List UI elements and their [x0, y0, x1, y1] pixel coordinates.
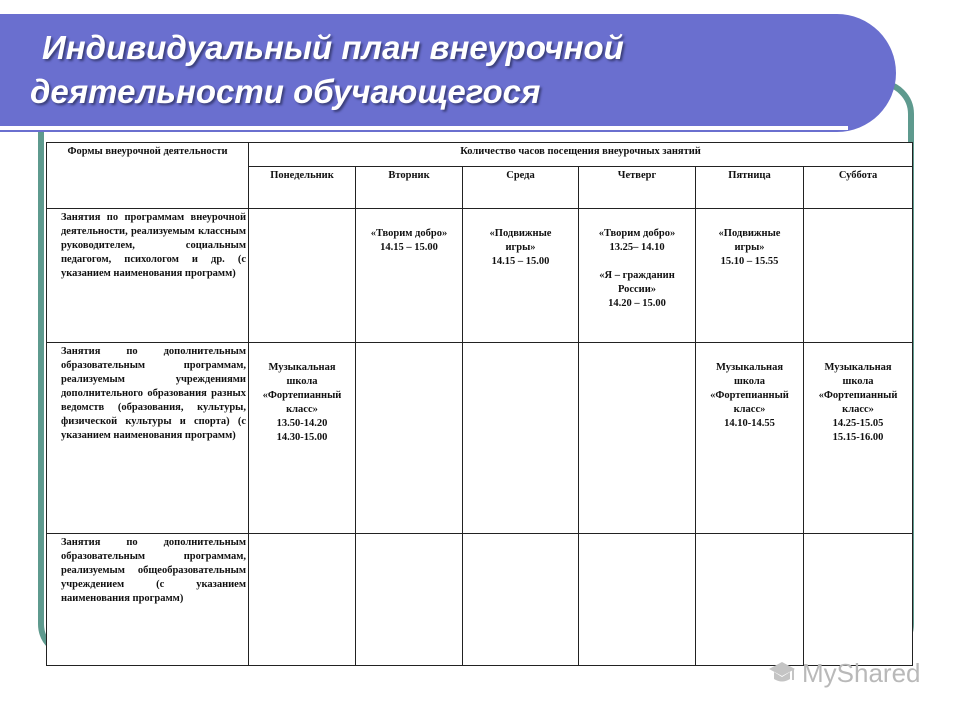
schedule-entry-line: «Фортепианный — [710, 390, 789, 402]
schedule-cell — [356, 533, 463, 665]
schedule-entry-line: 14.25-15.05 — [832, 418, 884, 430]
title-underline — [0, 126, 848, 130]
day-header: Пятница — [696, 167, 804, 209]
row-label: Занятия по программам внеурочной деятельности, реализуемым классным руководителем, социальным педагогом, психологом и др. (с указанием наименования программ) — [47, 209, 249, 343]
schedule-cell — [463, 533, 579, 665]
day-header: Понедельник — [249, 167, 356, 209]
schedule-cell — [463, 343, 579, 533]
page-title-line-1: Индивидуальный план внеурочной — [42, 29, 624, 66]
schedule-entry-line: 13.25– 14.10 — [609, 242, 665, 254]
schedule-cell — [696, 343, 804, 533]
mortarboard-icon — [768, 660, 796, 686]
schedule-cell — [804, 209, 913, 343]
schedule-entry-line: 15.10 – 15.55 — [720, 256, 779, 268]
table-row — [47, 533, 913, 665]
row-label: Занятия по дополнительным образовательным программам, реализуемым учреждениями дополнительного образования разных ведомств (образования, культуры, физической культуры и спорта) (с указанием наименования программ) — [47, 343, 249, 533]
schedule-cell — [696, 209, 804, 343]
page-title — [30, 26, 624, 114]
schedule-entry-line: «Творим добро» — [598, 228, 676, 240]
plan-table — [46, 142, 913, 666]
schedule-cell — [249, 533, 356, 665]
schedule-entry-line: школа — [842, 376, 874, 388]
day-header: Среда — [463, 167, 579, 209]
schedule-entry-line: 14.30-15.00 — [276, 432, 328, 444]
table-row — [47, 209, 913, 343]
schedule-entry-line: класс» — [842, 404, 874, 416]
page-title-line-2: деятельности обучающегося — [30, 73, 541, 110]
schedule-cell — [356, 343, 463, 533]
schedule-entry-line: Музыкальная — [715, 362, 784, 374]
schedule-entry-line: России» — [617, 284, 657, 296]
schedule-entry-line: «Подвижные — [718, 228, 781, 240]
schedule-entry-line: «Я – гражданин — [599, 270, 675, 282]
schedule-entry-line — [583, 255, 691, 269]
schedule-entry-line: школа — [733, 376, 766, 388]
schedule-entry-line: 14.15 – 15.00 — [380, 242, 438, 254]
schedule-entry-line: «Творим добро» — [370, 228, 448, 240]
schedule-entry-line: 14.20 – 15.00 — [608, 298, 666, 310]
schedule-cell — [249, 209, 356, 343]
schedule-cell — [579, 533, 696, 665]
schedule-entry-line: класс» — [286, 404, 318, 416]
schedule-entry-line: Музыкальная — [824, 362, 892, 374]
schedule-cell — [356, 209, 463, 343]
watermark-text: MyShared — [802, 658, 921, 688]
table-row — [47, 343, 913, 533]
hours-column-header: Количество часов посещения внеурочных занятий — [249, 143, 913, 167]
schedule-cell — [696, 533, 804, 665]
schedule-entry-line: Музыкальная — [268, 362, 336, 374]
schedule-cell — [804, 343, 913, 533]
schedule-entry-line: 14.15 – 15.00 — [491, 256, 550, 268]
schedule-entry-line: класс» — [733, 404, 766, 416]
schedule-entry-line: 14.10-14.55 — [724, 418, 775, 430]
forms-column-header: Формы внеурочной деятельности — [47, 143, 249, 209]
day-header: Вторник — [356, 167, 463, 209]
schedule-entry-line: игры» — [734, 242, 765, 254]
schedule-cell — [579, 209, 696, 343]
schedule-cell — [463, 209, 579, 343]
schedule-cell — [804, 533, 913, 665]
day-header: Четверг — [579, 167, 696, 209]
schedule-entry-line: 13.50-14.20 — [276, 418, 328, 430]
schedule-entry-line: 15.15-16.00 — [832, 432, 884, 444]
row-label: Занятия по дополнительным образовательным программам, реализуемым общеобразовательным учреждением (с указанием наименования программ) — [47, 533, 249, 665]
day-header: Суббота — [804, 167, 913, 209]
schedule-entry-line: школа — [286, 376, 318, 388]
schedule-cell — [249, 343, 356, 533]
watermark — [768, 656, 938, 692]
schedule-entry-line: «Подвижные — [489, 228, 552, 240]
schedule-cell — [579, 343, 696, 533]
schedule-entry-line: игры» — [505, 242, 536, 254]
schedule-entry-line: «Фортепианный — [818, 390, 898, 402]
schedule-entry-line: «Фортепианный — [262, 390, 342, 402]
